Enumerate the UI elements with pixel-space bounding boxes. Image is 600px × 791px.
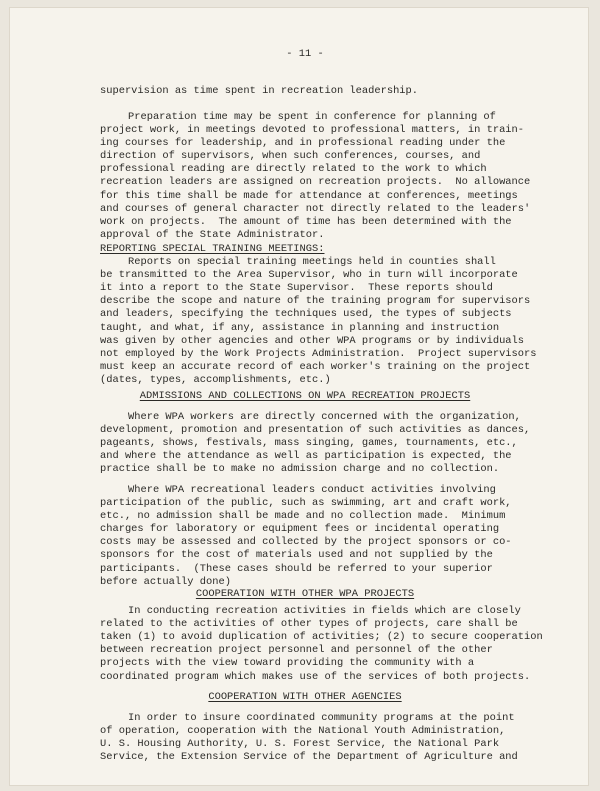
text-line: must keep an accurate record of each worker's training on the project	[100, 360, 531, 373]
section-heading: REPORTING SPECIAL TRAINING MEETINGS:	[100, 243, 325, 255]
text-line: development, promotion and presentation of such activities as dances,	[100, 424, 531, 437]
document-page	[10, 8, 588, 785]
text-line: participants. (These cases should be referred to your superior	[100, 562, 493, 575]
text-line: between recreation project personnel and personnel of the other	[100, 644, 493, 657]
text-line: be transmitted to the Area Supervisor, who in turn will incorporate	[100, 269, 518, 282]
text-line: of operation, cooperation with the National Youth Administration,	[100, 725, 506, 738]
text-line: work on projects. The amount of time has been determined with the	[100, 215, 512, 228]
text-line: recreation leaders are assigned on recreation projects. No allowance	[100, 176, 531, 189]
text-line: and where the attendance as well as participation is expected, the	[100, 450, 512, 463]
text-line: supervision as time spent in recreation leadership.	[100, 85, 419, 97]
text-line: U. S. Housing Authority, U. S. Forest Service, the National Park	[100, 738, 500, 751]
text-line: charges for laboratory or equipment fees or incidental operating	[100, 523, 500, 536]
section-reporting	[100, 243, 537, 387]
text-line: taken (1) to avoid duplication of activities; (2) to secure cooperation	[100, 631, 543, 644]
text-line: sponsors for the cost of materials used and not supplied by the	[100, 549, 493, 562]
text-line: In conducting recreation activities in fields which are closely	[128, 605, 521, 618]
paragraph-preparation-time	[100, 111, 531, 242]
text-line: practice shall be to make no admission charge and no collection.	[100, 463, 500, 476]
text-line: pageants, shows, festivals, mass singing, games, tournaments, etc.,	[100, 437, 518, 450]
text-line: costs may be assessed and collected by the project sponsors or co-	[100, 536, 512, 549]
paragraph-continuation	[100, 85, 510, 98]
text-line: and leaders, specifying the techniques used, the types of subjects	[100, 308, 512, 321]
text-line: for this time shall be made for attendance at conferences, meetings	[100, 189, 518, 202]
text-line: Where WPA recreational leaders conduct activities involving	[128, 484, 496, 496]
section-heading: ADMISSIONS AND COLLECTIONS ON WPA RECREATION PROJECTS	[139, 390, 471, 402]
section-heading: COOPERATION WITH OTHER AGENCIES	[208, 691, 402, 703]
text-line: approval of the State Administrator.	[100, 228, 325, 241]
text-line: Preparation time may be spent in conference for planning of	[128, 111, 496, 123]
text-line: taught, and what, if any, assistance in planning and instruction	[100, 321, 500, 334]
text-line: direction of supervisors, when such conferences, courses, and	[100, 150, 481, 163]
text-line: related to the activities of other types of projects, care shall be	[100, 618, 518, 631]
section-admissions	[100, 390, 531, 477]
text-line: it into a report to the State Supervisor. These reports should	[100, 282, 493, 295]
text-line: Service, the Extension Service of the Department of Agriculture and	[100, 751, 518, 764]
text-line: coordinated program which makes use of the services of both projects.	[100, 670, 531, 683]
paragraph-recreational-leaders	[100, 484, 510, 589]
text-line: not employed by the Work Projects Administration. Project supervisors	[100, 347, 537, 360]
text-line: professional reading are directly related to the work to which	[100, 163, 487, 176]
text-line: before actually done)	[100, 575, 231, 588]
section-heading: COOPERATION WITH OTHER WPA PROJECTS	[195, 588, 415, 600]
text-line: Where WPA workers are directly concerned with the organization,	[128, 411, 521, 424]
section-cooperation-agencies	[100, 691, 518, 764]
text-line: and courses of general character not directly related to the leaders'	[100, 202, 531, 215]
text-line: etc., no admission shall be made and no collection made. Minimum	[100, 510, 506, 523]
page-number: - 11 -	[286, 48, 324, 60]
text-line: describe the scope and nature of the training program for supervisors	[100, 295, 531, 308]
section-cooperation-wpa	[100, 588, 543, 684]
text-line: projects with the view toward providing the community with a	[100, 657, 475, 670]
text-line: ing courses for leadership, and in professional reading under the	[100, 137, 506, 150]
text-line: participation of the public, such as swimming, art and craft work,	[100, 497, 512, 510]
text-line: was given by other agencies and other WPA programs or by individuals	[100, 334, 525, 347]
text-line: project work, in meetings devoted to professional matters, in train-	[100, 124, 525, 137]
text-line: In order to insure coordinated community programs at the point	[128, 712, 515, 725]
text-line: (dates, types, accomplishments, etc.)	[100, 373, 331, 386]
text-line: Reports on special training meetings held in counties shall	[128, 256, 496, 269]
